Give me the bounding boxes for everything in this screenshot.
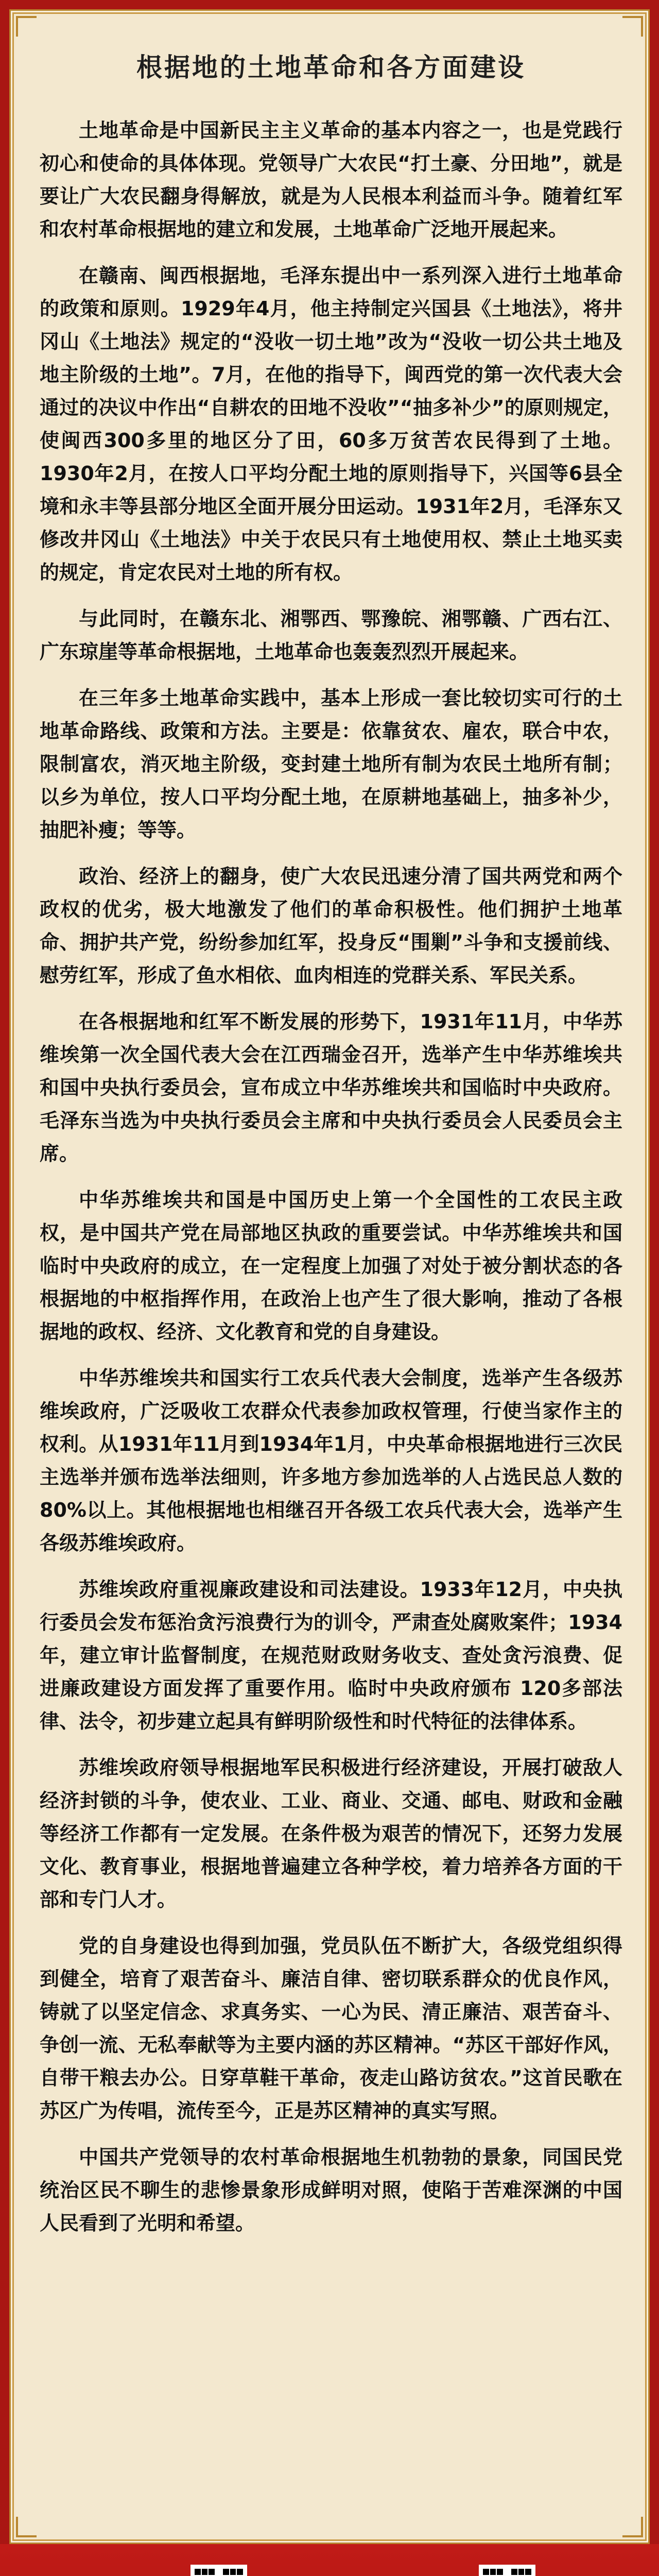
paragraph: 在赣南、闽西根据地，毛泽东提出中一系列深入进行土地革命的政策和原则。1929年4月，他主持制定兴国县《土地法》，将井冈山《土地法》规定的“没收一切土地”改为“没收一切公共土地及地主阶级的土地”。7月，在他的指导下，闽西党的第一次代表大会通过的决议中作出“自耕农的田地不没收”“抽多补少”的原则规定，使闽西300多里的地区分了田，60多万贫苦农民得到了土地。1930年2月，在按人口平均分配土地的原则指导下，兴国等6县全境和永丰等县部分地区全面开展分田运动。1931年2月，毛泽东又修改井冈山《土地法》中关于农民只有土地使用权、禁止土地买卖的规定，肯定农民对土地的所有权。	[40, 264, 622, 584]
paragraph: 土地革命是中国新民主主义革命的基本内容之一，也是党践行初心和使命的具体体现。党领导广大农民“打土豪、分田地”，就是要让广大农民翻身得解放，就是为人民根本利益而斗争。随着红军和农村革命根据地的建立和发展，土地革命广泛地开展起来。	[40, 119, 622, 241]
paragraph: 与此同时，在赣东北、湘鄂西、鄂豫皖、湘鄂赣、广西右江、广东琼崖等革命根据地，土地革命也轰轰烈烈开展起来。	[40, 607, 622, 663]
corner-ornament	[16, 2517, 37, 2537]
corner-ornament	[622, 2517, 643, 2537]
article-title: 根据地的土地革命和各方面建设	[136, 53, 526, 82]
paragraph: 在各根据地和红军不断发展的形势下，1931年11月，中华苏维埃第一次全国代表大会在江西瑞金召开，选举产生中华苏维埃共和国中央执行委员会，宣布成立中华苏维埃共和国临时中央政府。毛泽东当选为中央执行委员会主席和中央执行委员会人民委员会主席。	[40, 1010, 622, 1165]
article-body	[40, 114, 622, 2253]
paragraph: 中华苏维埃共和国实行工农兵代表大会制度，选举产生各级苏维埃政府，广泛吸收工农群众代表参加政权管理，行使当家作主的权利。从1931年11月到1934年1月，中央革命根据地进行三次民主选举并颁布选举法细则，许多地方参加选举的人占选民总人数的80%以上。其他根据地也相继召开各级工农兵代表大会，选举产生各级苏维埃政府。	[40, 1367, 622, 1554]
paragraph: 在三年多土地革命实践中，基本上形成一套比较切实可行的土地革命路线、政策和方法。主要是：依靠贫农、雇农，联合中农，限制富农，消灭地主阶级，变封建土地所有制为农民土地所有制；以乡为单位，按人口平均分配土地，在原耕地基础上，抽多补少，抽肥补瘦；等等。	[40, 687, 622, 841]
corner-ornament	[622, 16, 643, 37]
qr-code-icon[interactable]	[190, 2565, 247, 2576]
app-qr-group[interactable]	[479, 2565, 637, 2576]
corner-ornament	[16, 16, 37, 37]
article-card	[9, 9, 650, 2544]
paragraph: 党的自身建设也得到加强，党员队伍不断扩大，各级党组织得到健全，培育了艰苦奋斗、廉洁自律、密切联系群众的优良作风，铸就了以坚定信念、求真务实、一心为民、清正廉洁、艰苦奋斗、争创一流、无私奉献等为主要内涵的苏区精神。“苏区干部好作风，自带干粮去办公。日穿草鞋干革命，夜走山路访贫农。”这首民歌在苏区广为传唱，流传至今，正是苏区精神的真实写照。	[40, 1935, 622, 2122]
paragraph: 苏维埃政府领导根据地军民积极进行经济建设，开展打破敌人经济封锁的斗争，使农业、工业、商业、交通、邮电、财政和金融等经济工作都有一定发展。在条件极为艰苦的情况下，还努力发展文化、教育事业，根据地普遍建立各种学校，着力培养各方面的干部和专门人才。	[40, 1756, 622, 1911]
qr-code-icon[interactable]	[479, 2565, 535, 2576]
paragraph: 苏维埃政府重视廉政建设和司法建设。1933年12月，中央执行委员会发布惩治贪污浪费行为的训令，严肃查处腐败案件；1934年，建立审计监督制度，在规范财政财务收支、查处贪污浪费、促进廉政建设方面发挥了重要作用。临时中央政府颁布 120多部法律、法令，初步建立起具有鲜明阶级性和时代特征的法律体系。	[40, 1578, 622, 1733]
wechat-qr-group[interactable]	[190, 2565, 376, 2576]
paragraph: 政治、经济上的翻身，使广大农民迅速分清了国共两党和两个政权的优劣，极大地激发了他们的革命积极性。他们拥护土地革命、拥护共产党，纷纷参加红军，投身反“围剿”斗争和支援前线、慰劳红军，形成了鱼水相依、血肉相连的党群关系、军民关系。	[40, 865, 622, 987]
footer	[0, 2544, 659, 2576]
paragraph: 中华苏维埃共和国是中国历史上第一个全国性的工农民主政权，是中国共产党在局部地区执政的重要尝试。中华苏维埃共和国临时中央政府的成立，在一定程度上加强了对处于被分割状态的各根据地的中枢指挥作用，在政治上也产生了很大影响，推动了各根据地的政权、经济、文化教育和党的自身建设。	[40, 1189, 622, 1343]
paragraph: 中国共产党领导的农村革命根据地生机勃勃的景象，同国民党统治区民不聊生的悲惨景象形成鲜明对照，使陷于苦难深渊的中国人民看到了光明和希望。	[40, 2146, 622, 2234]
